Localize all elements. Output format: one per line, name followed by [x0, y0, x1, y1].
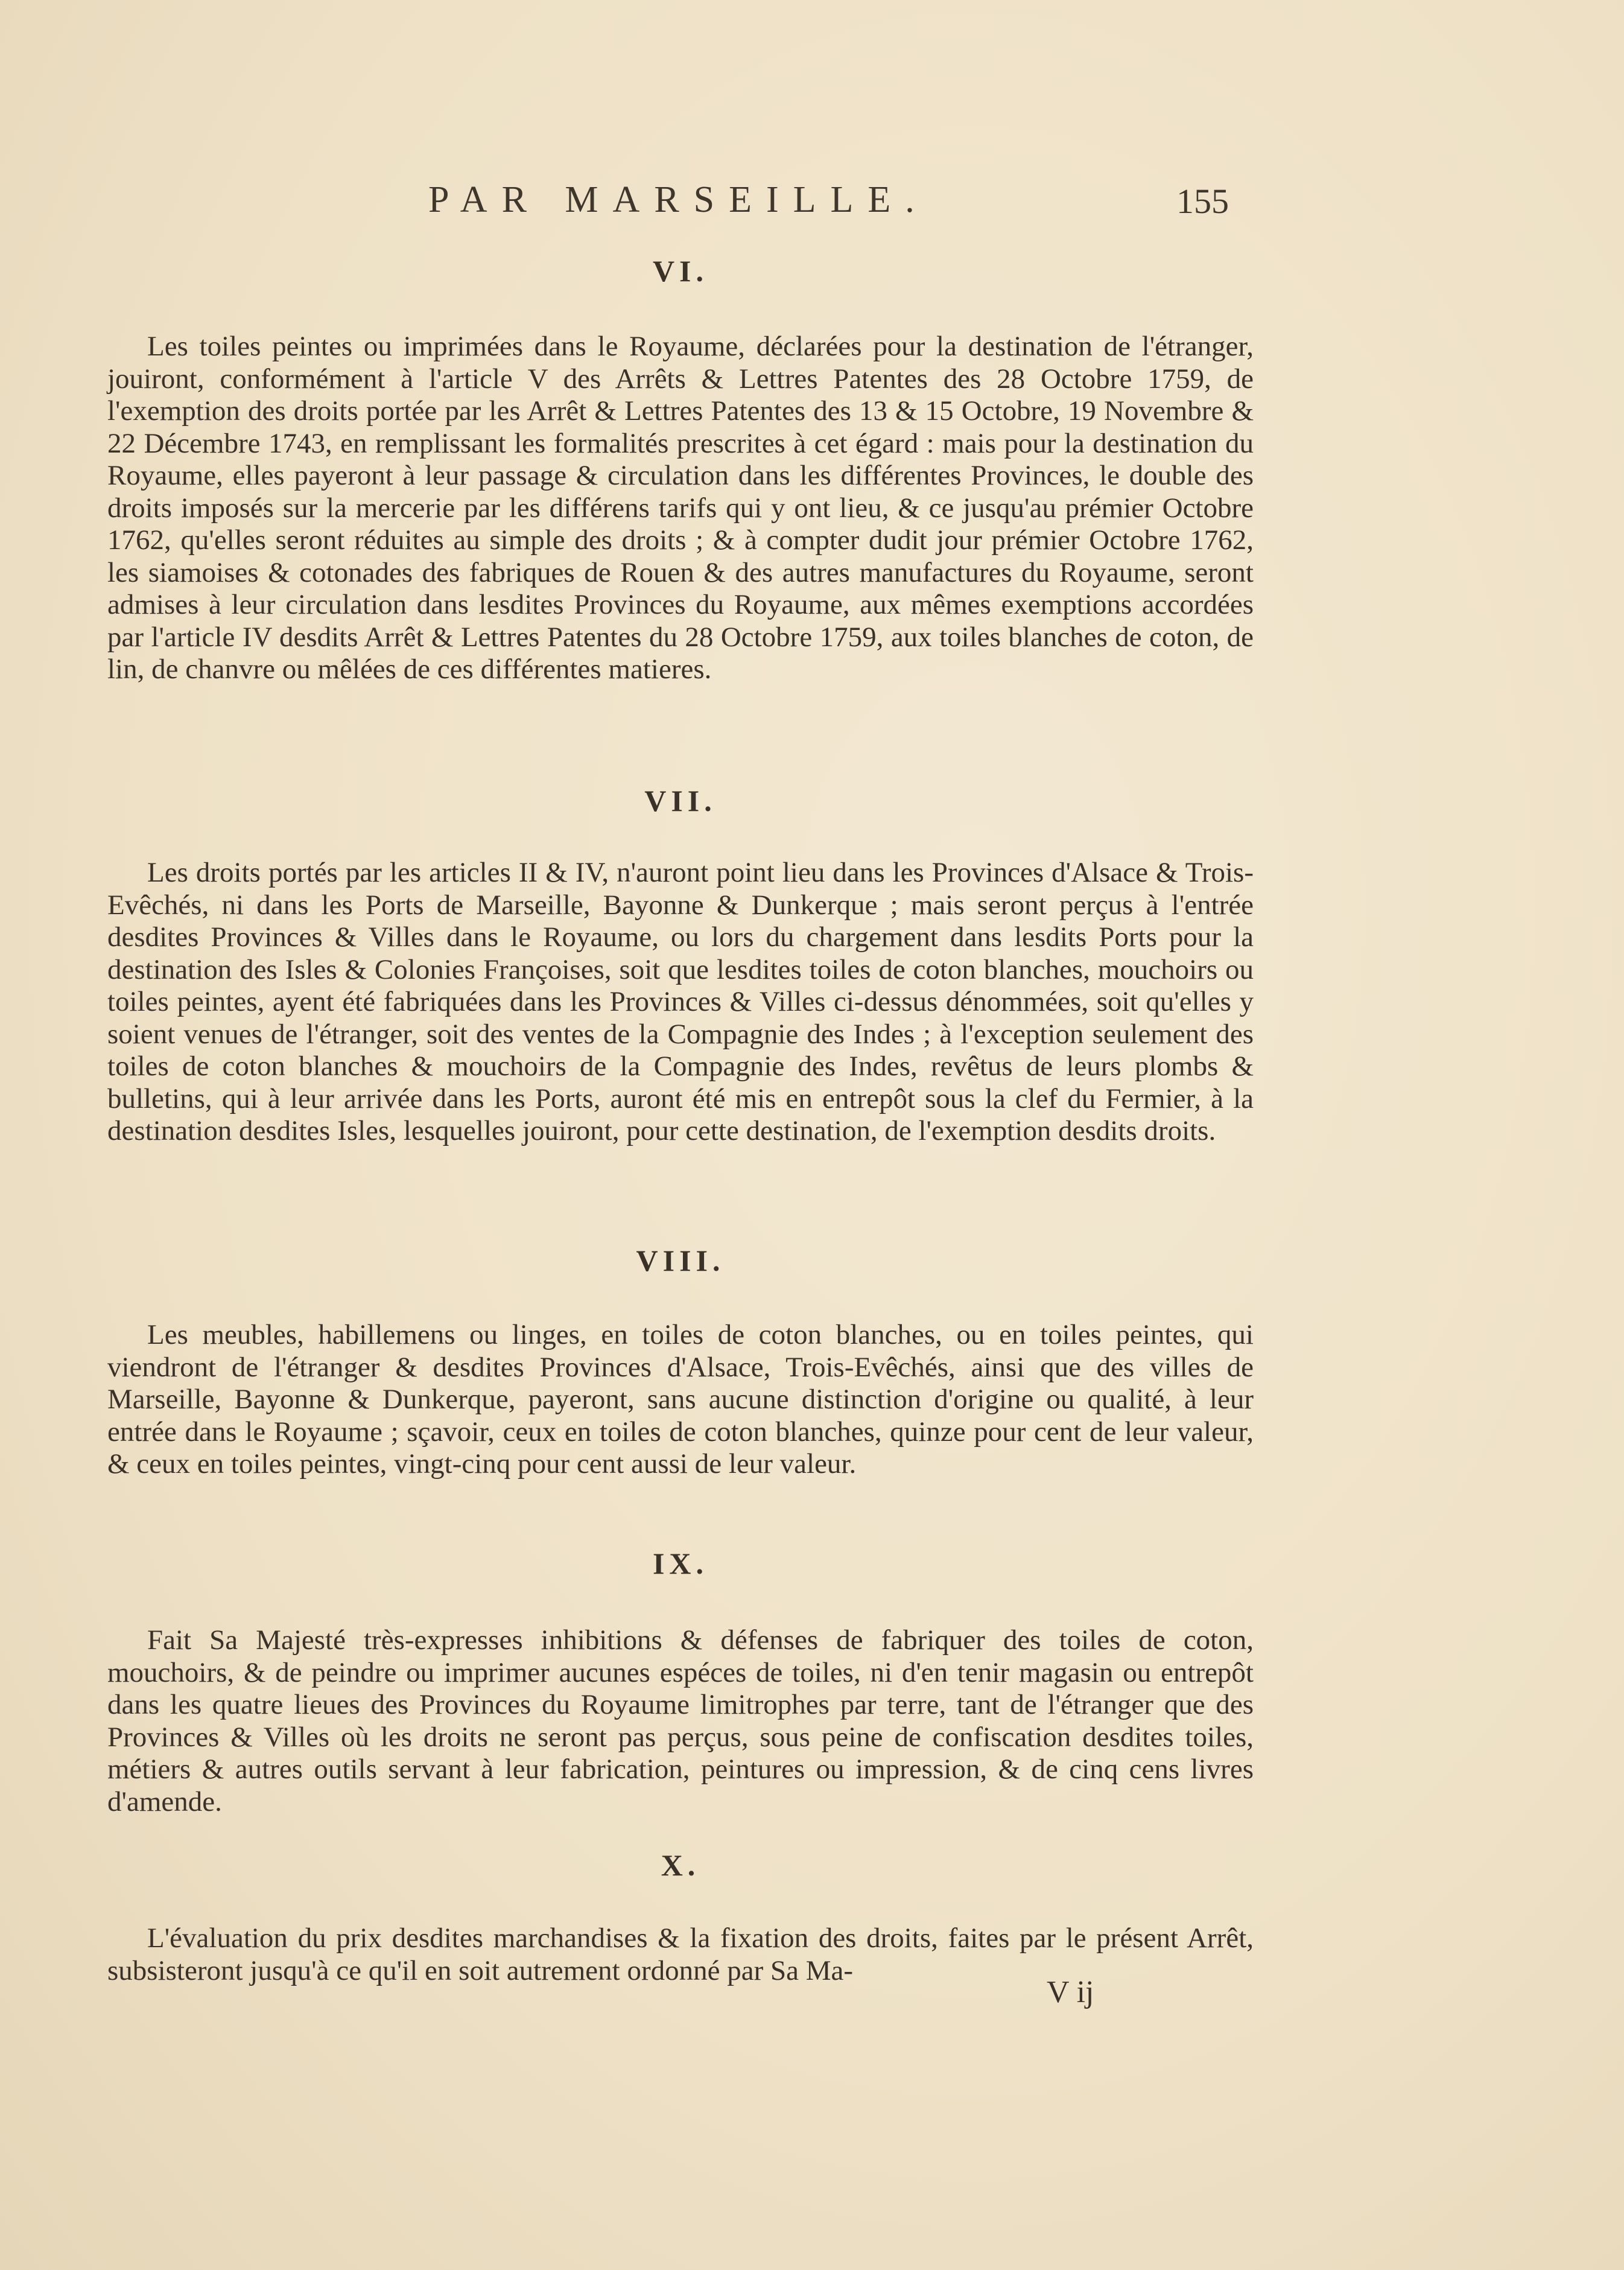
article-7 [107, 783, 1254, 1148]
article-9 [107, 1546, 1254, 1818]
article-text: Les meubles, habillemens ou linges, en toiles de coton blanches, ou en toiles peintes, qui viendront de l'étranger & desdites Provinces d'Alsace, Trois-Evêchés, ainsi que des villes de Marseille, Bayonne & Dunkerque, payeront, sans aucune distinction d'origine ou qualité, à leur entrée dans le Royaume ; sçavoir, ceux en toiles de coton blanches, quinze pour cent de leur valeur, & ceux en toiles peintes, vingt-cinq pour cent aussi de leur valeur. [107, 1319, 1254, 1480]
article-6 [107, 253, 1254, 686]
article-number: VII. [644, 784, 717, 818]
article-text: Fait Sa Majesté très-expresses inhibitions & défenses de fabriquer des toiles de coton, mouchoirs, & de peindre ou imprimer aucunes espéces de toiles, ni d'en tenir magasin ou entrepôt dans les quatre lieues des Provinces du Royaume limitrophes par terre, tant de l'étranger que des Provinces & Villes où les droits ne seront pas perçus, sous peine de confiscation desdites toiles, métiers & autres outils servant à leur fabrication, peintures ou impression, & de cinq cens livres d'amende. [107, 1624, 1254, 1817]
article-number: IX. [652, 1547, 709, 1580]
article-10 [107, 1848, 1254, 1987]
signature-mark: V ij [1047, 1975, 1094, 2009]
article-text: L'évaluation du prix desdites marchandises & la fixation des droits, faites par le présent Arrêt, subsisteront jusqu'à ce qu'il en soit autrement ordonné par Sa Ma- [107, 1922, 1254, 1986]
article-text: Les droits portés par les articles II & IV, n'auront point lieu dans les Provinces d'Alsace & Trois-Evêchés, ni dans les Ports de Marseille, Bayonne & Dunkerque ; mais seront perçus à l'entrée desdites Provinces & Villes dans le Royaume, ou lors du chargement dans lesdits Ports pour la destination des Isles & Colonies Françoises, soit que lesdites toiles de coton blanches, mouchoirs ou toiles peintes, ayent été fabriquées dans les Provinces & Villes ci-dessus dénommées, soit qu'elles y soient venues de l'étranger, soit des ventes de la Compagnie des Indes ; à l'exception seulement des toiles de coton blanches & mouchoirs de la Compagnie des Indes, revêtus de leurs plombs & bulletins, qui à leur arrivée dans les Ports, auront été mis en entrepôt sous la clef du Fermier, à la destination desdites Isles, lesquelles jouiront, pour cette destination, de l'exemption desdits droits. [107, 857, 1254, 1146]
article-text: Les toiles peintes ou imprimées dans le Royaume, déclarées pour la destination de l'étranger, jouiront, conformément à l'article V des Arrêts & Lettres Patentes des 28 Octobre 1759, de l'exemption des droits portée par les Arrêt & Lettres Patentes des 13 & 15 Octobre, 19 Novembre & 22 Décembre 1743, en remplissant les formalités prescrites à cet égard : mais pour la destination du Royaume, elles payeront à leur passage & circulation dans les différentes Provinces, le double des droits imposés sur la mercerie par les différens tarifs qui y ont lieu, & ce jusqu'au prémier Octobre 1762, qu'elles seront réduites au simple des droits ; & à compter dudit jour prémier Octobre 1762, les siamoises & cotonades des fabriques de Rouen & des autres manufactures du Royaume, seront admises à leur circulation dans lesdites Provinces du Royaume, aux mêmes exemptions accordées par l'article IV desdits Arrêt & Lettres Patentes du 28 Octobre 1759, aux toiles blanches de coton, de lin, de chanvre ou mêlées de ces différentes matieres. [107, 331, 1254, 685]
article-number: X. [661, 1848, 700, 1882]
running-title: PAR MARSEILLE. [428, 179, 929, 220]
article-number: VI. [652, 254, 709, 288]
article-number: VIII. [636, 1244, 725, 1277]
article-8 [107, 1243, 1254, 1481]
page-number: 155 [1176, 182, 1229, 221]
